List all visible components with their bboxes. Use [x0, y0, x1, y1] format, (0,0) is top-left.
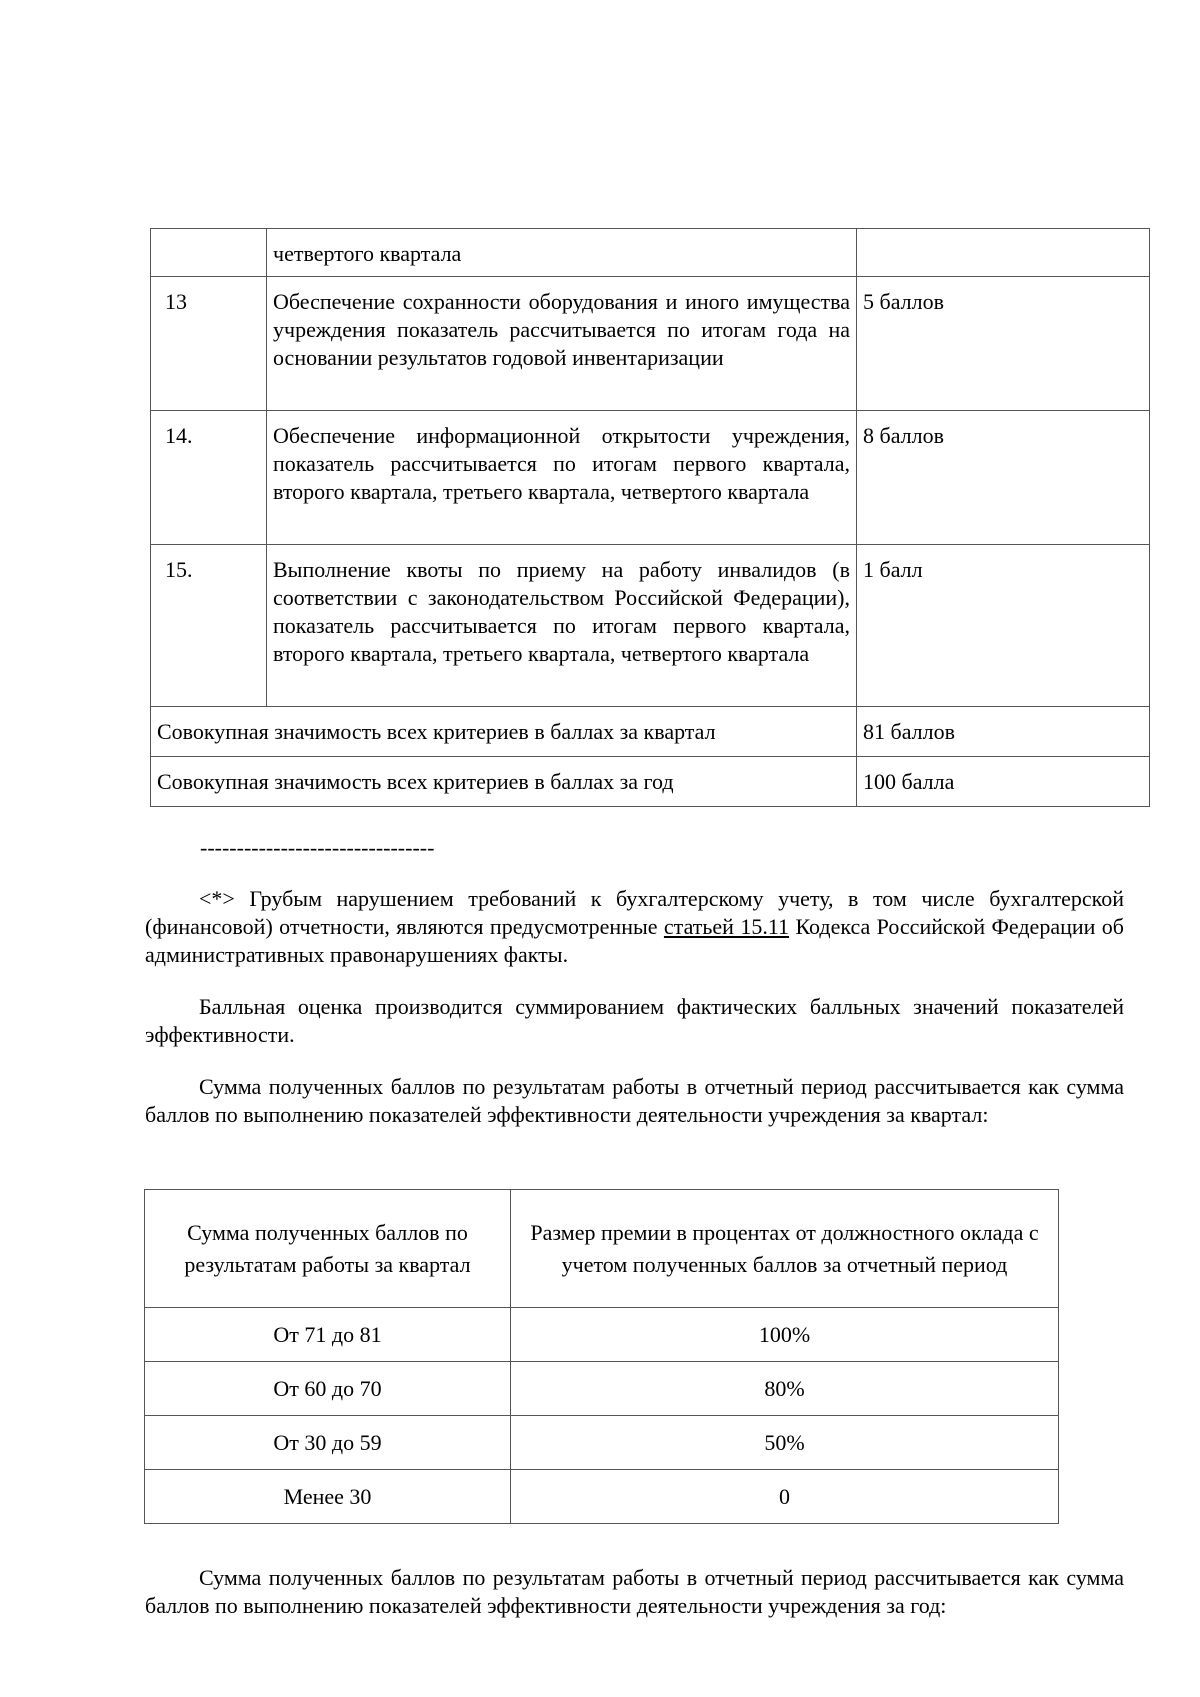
criterion-score: 8 баллов	[857, 411, 1150, 545]
points-range: От 60 до 70	[145, 1362, 511, 1416]
table-row	[151, 229, 1150, 277]
criterion-description: Обеспечение сохранности оборудования и иного имущества учреждения показатель рассчитывается по итогам года на основании результатов годовой инвентаризации	[267, 277, 857, 411]
criterion-number: 14.	[151, 411, 267, 545]
table-row	[151, 545, 1150, 707]
quarter-paragraph	[145, 1073, 1124, 1129]
criterion-score: 1 балл	[857, 545, 1150, 707]
premium-percent: 80%	[511, 1362, 1059, 1416]
criterion-score	[857, 229, 1150, 277]
table-row	[145, 1362, 1059, 1416]
total-score: 81 баллов	[857, 707, 1150, 757]
table-row	[151, 411, 1150, 545]
table-row-total-year	[151, 757, 1150, 807]
criterion-number: 13	[151, 277, 267, 411]
total-label: Совокупная значимость всех критериев в баллах за год	[151, 757, 857, 807]
premium-percent: 100%	[511, 1308, 1059, 1362]
points-range: Менее 30	[145, 1470, 511, 1524]
scoring-text: Балльная оценка производится суммированием фактических балльных значений показателей эффективности.	[145, 994, 1124, 1047]
points-range: От 71 до 81	[145, 1308, 511, 1362]
premium-percent: 0	[511, 1470, 1059, 1524]
table-row	[145, 1470, 1059, 1524]
premium-table-header	[145, 1190, 1059, 1308]
total-label: Совокупная значимость всех критериев в баллах за квартал	[151, 707, 857, 757]
table-row	[151, 277, 1150, 411]
criteria-table	[150, 228, 1150, 807]
header-premium-percent: Размер премии в процентах от должностного оклада с учетом полученных баллов за отчетный период	[511, 1190, 1059, 1308]
criterion-score: 5 баллов	[857, 277, 1150, 411]
year-text: Сумма полученных баллов по результатам работы в отчетный период рассчитывается как сумма баллов по выполнению показателей эффективности деятельности учреждения за год:	[145, 1565, 1124, 1618]
footnote-text-end: Кодекса Российской Федерации об административных правонарушениях факты.	[145, 914, 1124, 967]
criterion-description: четвертого квартала	[267, 229, 857, 277]
points-range: От 30 до 59	[145, 1416, 511, 1470]
footnote-text-start: <*> Грубым нарушением требований к бухгалтерскому учету, в том числе бухгалтерской (финансовой) отчетности, являются предусмотренные	[145, 886, 1124, 939]
quarter-text: Сумма полученных баллов по результатам работы в отчетный период рассчитывается как сумма баллов по выполнению показателей эффективности деятельности учреждения за квартал:	[145, 1074, 1124, 1127]
header-points: Сумма полученных баллов по результатам работы за квартал	[145, 1190, 511, 1308]
criterion-description: Обеспечение информационной открытости учреждения, показатель рассчитывается по итогам первого квартала, второго квартала, третьего квартала, четвертого квартала	[267, 411, 857, 545]
criterion-number: 15.	[151, 545, 267, 707]
table-row	[145, 1416, 1059, 1470]
table-row	[145, 1308, 1059, 1362]
year-paragraph	[145, 1564, 1124, 1620]
footnote-separator: --------------------------------	[200, 835, 435, 860]
premium-table	[144, 1189, 1059, 1524]
scoring-paragraph	[145, 993, 1124, 1049]
premium-percent: 50%	[511, 1416, 1059, 1470]
total-score: 100 балла	[857, 757, 1150, 807]
criterion-description: Выполнение квоты по приему на работу инвалидов (в соответствии с законодательством Российской Федерации), показатель рассчитывается по итогам первого квартала, второго квартала, третьего квартала, четвертого квартала	[267, 545, 857, 707]
footnote-paragraph	[145, 885, 1124, 969]
criterion-number	[151, 229, 267, 277]
table-row-total-quarter	[151, 707, 1150, 757]
article-link[interactable]: статьей 15.11	[663, 914, 790, 939]
